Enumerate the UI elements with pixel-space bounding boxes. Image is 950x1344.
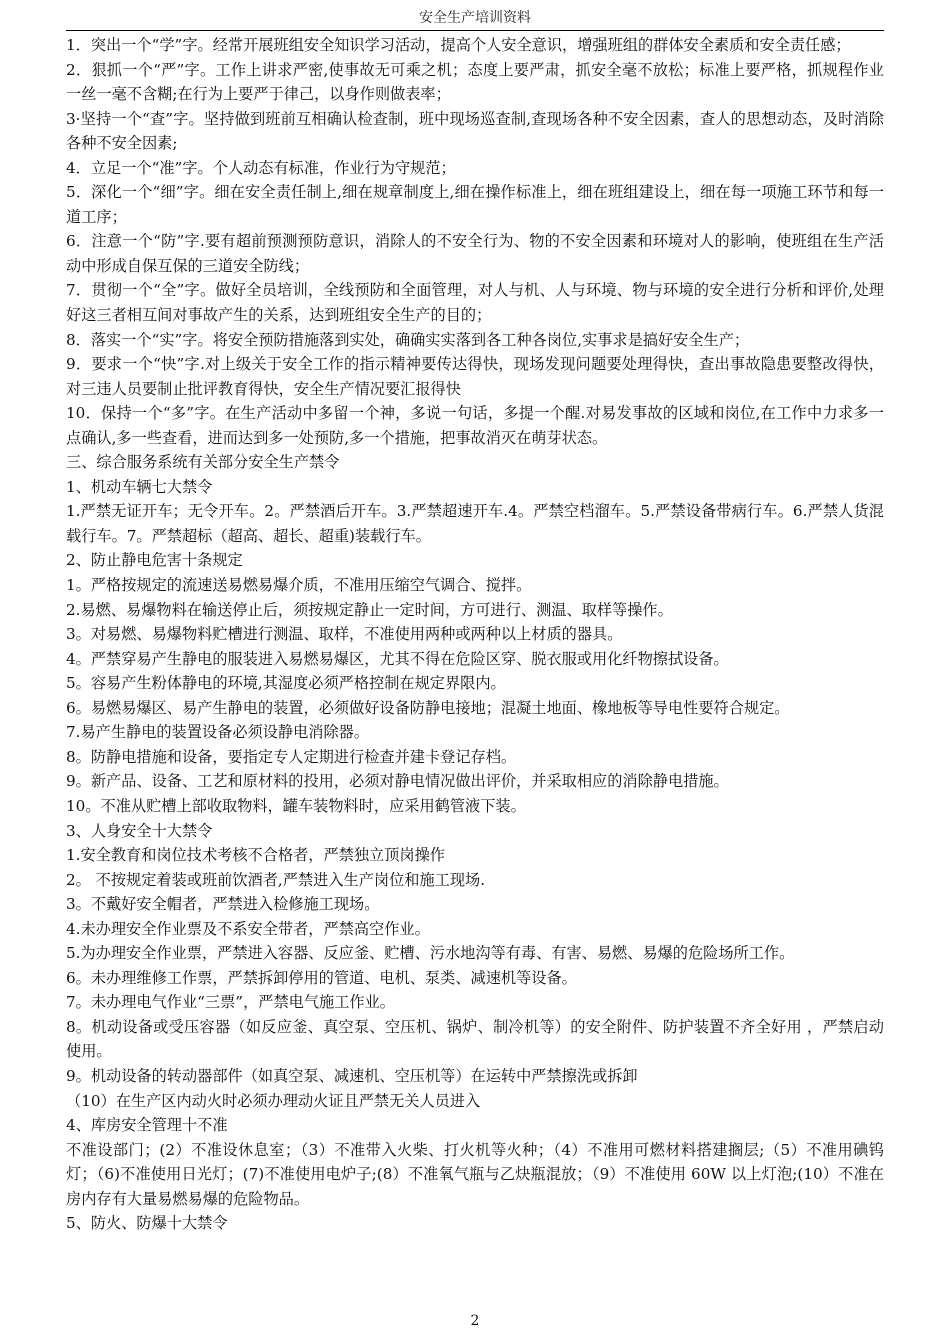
paragraph: 3、人身安全十大禁令	[66, 821, 213, 840]
paragraph: 3。对易燃、易爆物料贮槽进行测温、取样，不准使用两种或两种以上材质的器具。	[66, 625, 623, 644]
paragraph: 9．要求一个“快”字.对上级关于安全工作的指示精神要传达得快，现场发现问题要处理得快，查出事故隐患要整改得快，对三违人员要制止批评教育得快，安全生产情况要汇报得快	[66, 355, 884, 398]
paragraph: 4.未办理安全作业票及不系安全带者，严禁高空作业。	[66, 919, 430, 938]
paragraph: 8。防静电措施和设备，要指定专人定期进行检查并建卡登记存档。	[66, 747, 517, 766]
paragraph: 5。容易产生粉体静电的环境,其湿度必须严格控制在规定界限内。	[66, 674, 506, 693]
paragraph: 不准设部门；(2）不准设休息室；（3）不准带入火柴、打火机等火种；（4）不准用可燃材料搭建搁层;（5）不准用碘钨灯；（6)不准使用日光灯；(7)不准使用电炉子;(8）不准氧气瓶与乙炔瓶混放；（9）不准使用 60W 以上灯泡;(10）不准在房内存有大量易燃易爆的危险物品。	[66, 1140, 884, 1208]
paragraph: 4．立足一个“准”字。个人动态有标准，作业行为守规范；	[66, 158, 456, 177]
paragraph: 2。 不按规定着装或班前饮酒者,严禁进入生产岗位和施工现场.	[66, 870, 486, 889]
paragraph: 10。不准从贮槽上部收取物料，罐车装物料时，应采用鹤管液下装。	[66, 796, 526, 815]
paragraph: 1.安全教育和岗位技术考核不合格者，严禁独立顶岗操作	[66, 846, 445, 865]
paragraph: 1．突出一个“学”字。经常开展班组安全知识学习活动，提高个人安全意识，增强班组的群体安全素质和安全责任感；	[66, 36, 851, 54]
paragraph: 1.严禁无证开车；无令开车。2。严禁酒后开车。3.严禁超速开车.4。严禁空档溜车。5.严禁设备带病行车。6.严禁人货混载行车。7。严禁超标（超高、超长、超重)装载行车。	[66, 502, 884, 545]
header-title: 安全生产培训资料	[419, 10, 531, 26]
paragraph: 7.易产生静电的装置设备必须设静电消除器。	[66, 723, 370, 742]
page-header	[66, 8, 884, 31]
paragraph: 7。未办理电气作业“三票”，严禁电气施工作业。	[66, 993, 395, 1012]
document-body	[66, 33, 884, 1236]
paragraph: 1。严格按规定的流速送易燃易爆介质，不准用压缩空气调合、搅拌。	[66, 576, 532, 595]
paragraph: 4。严禁穿易产生静电的服装进入易燃易爆区，尤其不得在危险区穿、脱衣服或用化纤物擦拭设备。	[66, 649, 729, 668]
paragraph: 2．狠抓一个“严”字。工作上讲求严密,使事故无可乘之机；态度上要严肃，抓安全毫不放松；标准上要严格，抓规程作业一丝一毫不含糊;在行为上要严于律己，以身作则做表率；	[66, 60, 884, 104]
paragraph: 5．深化一个“细”字。细在安全责任制上,细在规章制度上,细在操作标准上，细在班组建设上，细在每一项施工环节和每一道工序；	[66, 183, 884, 226]
paragraph: 1、机动车辆七大禁令	[66, 477, 213, 496]
paragraph: 6。未办理维修工作票，严禁拆卸停用的管道、电机、泵类、减速机等设备。	[66, 968, 577, 987]
paragraph: 8。机动设备或受压容器（如反应釜、真空泵、空压机、锅炉、制冷机等）的安全附件、防护装置不齐全好用 ，严禁启动使用。	[66, 1017, 884, 1061]
paragraph: 10．保持一个“多”字。在生产活动中多留一个神，多说一句话，多提一个醒.对易发事故的区域和岗位,在工作中力求多一点确认,多一些查看，进而达到多一处预防,多一个措施，把事故消灭在萌芽状态。	[66, 404, 884, 447]
paragraph: 2.易燃、易爆物料在输送停止后，须按规定静止一定时间，方可进行、测温、取样等操作。	[66, 600, 673, 619]
paragraph: 5、防火、防爆十大禁令	[66, 1214, 228, 1233]
paragraph: 8．落实一个“实”字。将安全预防措施落到实处，确确实实落到各工种各岗位,实事求是搞好安全生产；	[66, 330, 750, 349]
paragraph: 7．贯彻一个“全”字。做好全员培训，全线预防和全面管理，对人与机、人与环境、物与环境的安全进行分析和评价,处理好这三者相互间对事故产生的关系，达到班组安全生产的目的；	[66, 281, 884, 325]
paragraph: （10）在生产区内动火时必须办理动火证且严禁无关人员进入	[66, 1091, 481, 1110]
paragraph: 6．注意一个“防”字.要有超前预测预防意识，消除人的不安全行为、物的不安全因素和环境对人的影响，使班组在生产活动中形成自保互保的三道安全防线；	[66, 232, 884, 275]
paragraph: 9。新产品、设备、工艺和原材料的投用，必须对静电情况做出评价，并采取相应的消除静电措施。	[66, 772, 729, 791]
paragraph: 3。不戴好安全帽者，严禁进入检修施工现场。	[66, 895, 380, 914]
paragraph: 4、库房安全管理十不准	[66, 1116, 228, 1135]
paragraph: 9。机动设备的转动器部件（如真空泵、减速机、空压机等）在运转中严禁擦洗或拆卸	[66, 1066, 638, 1085]
paragraph: 6。易燃易爆区、易产生静电的装置，必须做好设备防静电接地；混凝土地面、橡地板等导电性要符合规定。	[66, 698, 790, 717]
paragraph: 三、综合服务系统有关部分安全生产禁令	[66, 453, 340, 472]
page-footer	[0, 1312, 950, 1330]
paragraph: 5.为办理安全作业票，严禁进入容器、反应釜、贮槽、污水地沟等有毒、有害、易燃、易爆的危险场所工作。	[66, 944, 795, 963]
page-number: 2	[470, 1313, 480, 1329]
paragraph: 3·坚持一个“查”字。坚持做到班前互相确认检查制，班中现场巡查制,查现场各种不安全因素，查人的思想动态，及时消除各种不安全因素;	[66, 109, 884, 153]
paragraph: 2、防止静电危害十条规定	[66, 551, 243, 570]
